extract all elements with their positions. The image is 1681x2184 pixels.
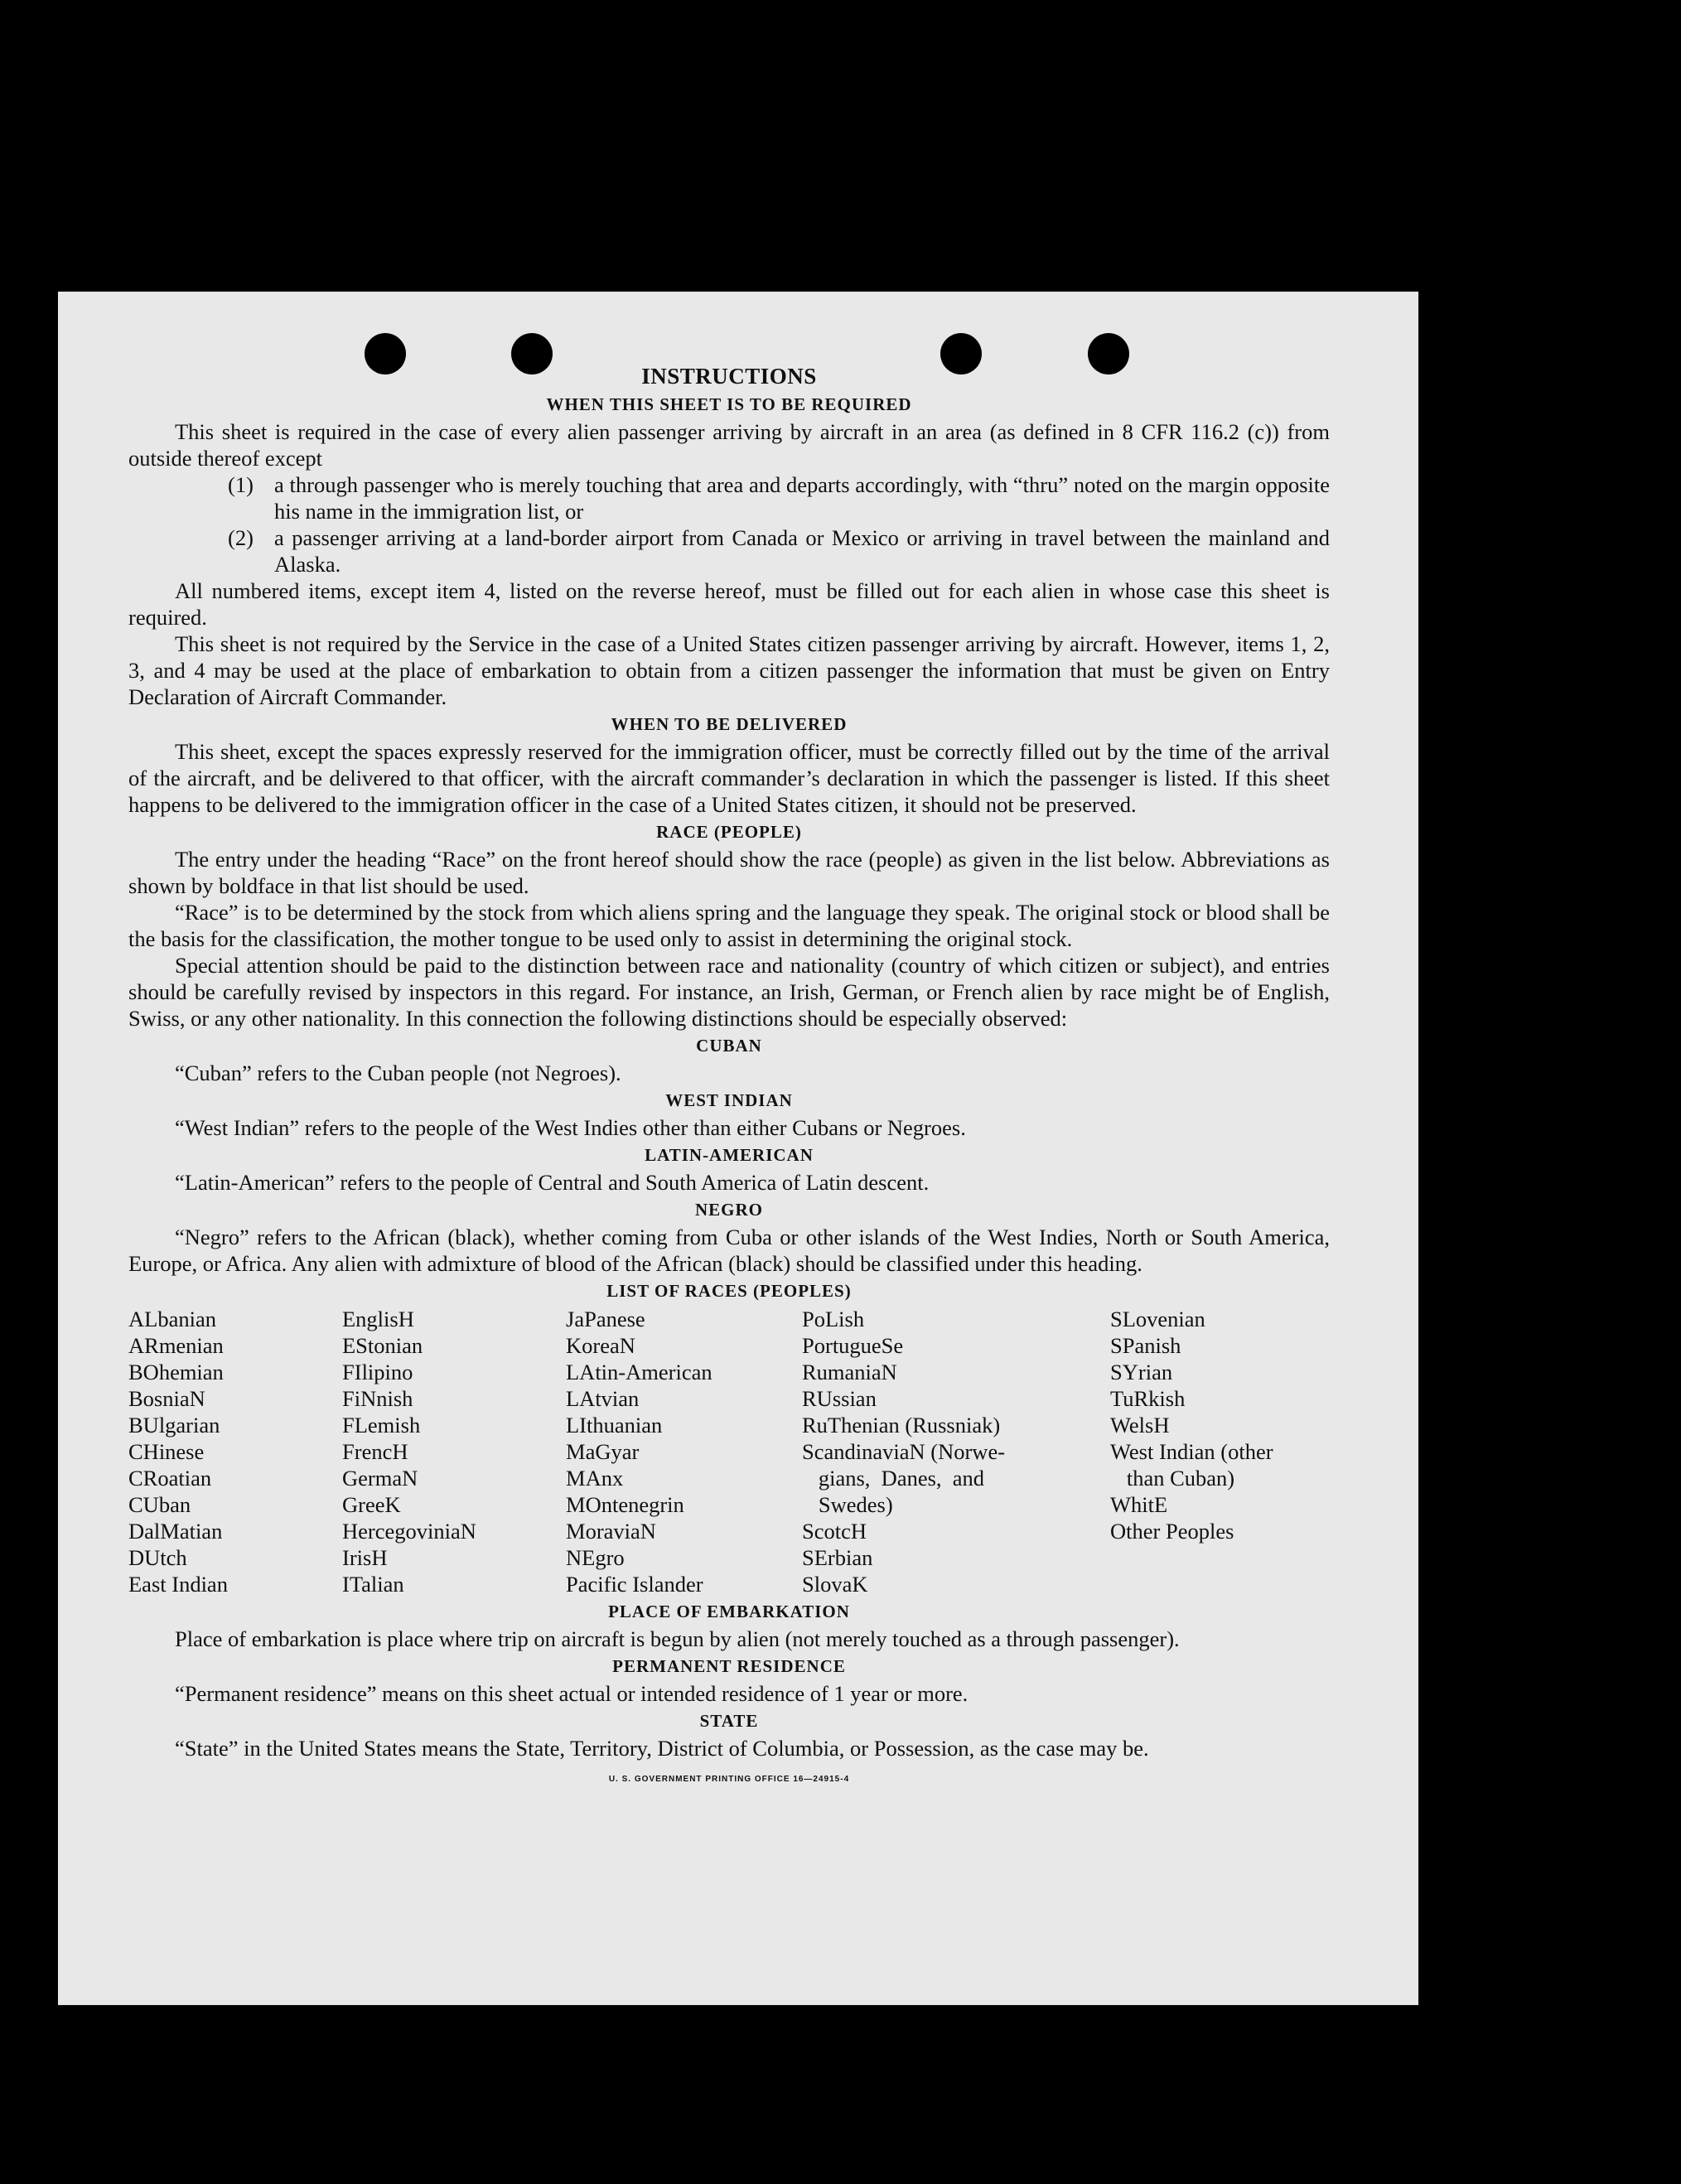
exception-item bbox=[228, 524, 1330, 577]
race-item: ALbanian bbox=[128, 1307, 216, 1331]
race-item: BUlgarian bbox=[128, 1413, 220, 1437]
race-item: SYrian bbox=[1110, 1360, 1173, 1384]
section-heading: CUBAN bbox=[696, 1036, 762, 1056]
race-item: SPanish bbox=[1110, 1333, 1181, 1358]
race-item: IrisH bbox=[342, 1545, 388, 1570]
race-item: RUssian bbox=[802, 1386, 877, 1411]
item-text: a through passenger who is merely touching that area and departs accordingly, with “thru” noted on the margin opposite his name in the immigration list, or bbox=[274, 472, 1330, 524]
paragraph: “Cuban” refers to the Cuban people (not Negroes). bbox=[175, 1061, 621, 1085]
race-item: KoreaN bbox=[566, 1333, 635, 1358]
race-item: MAnx bbox=[566, 1466, 624, 1491]
race-item: RuThenian (Russniak) bbox=[802, 1413, 1001, 1437]
race-item: JaPanese bbox=[566, 1307, 645, 1331]
race-item: LAtvian bbox=[566, 1386, 640, 1411]
race-item: HercegoviniaN bbox=[342, 1519, 476, 1544]
paragraph: “Permanent residence” means on this sheet actual or intended residence of 1 year or more. bbox=[175, 1681, 969, 1706]
race-item: ARmenian bbox=[128, 1333, 224, 1358]
race-column bbox=[1110, 1306, 1330, 1597]
section-heading: WEST INDIAN bbox=[665, 1090, 793, 1110]
printer-footer: U. S. GOVERNMENT PRINTING OFFICE 16—24915-4 bbox=[608, 1775, 850, 1784]
race-item: BOhemian bbox=[128, 1360, 224, 1384]
exception-item bbox=[228, 471, 1330, 524]
race-column bbox=[566, 1306, 802, 1597]
item-number: (2) bbox=[228, 525, 254, 550]
race-item: MOntenegrin bbox=[566, 1492, 684, 1517]
race-item: ScotcH bbox=[802, 1519, 867, 1544]
race-item: gians, Danes, and bbox=[802, 1466, 985, 1491]
race-item: West Indian (other bbox=[1110, 1439, 1273, 1464]
race-item: WelsH bbox=[1110, 1413, 1170, 1437]
section-heading: NEGRO bbox=[694, 1200, 763, 1220]
race-item: FIlipino bbox=[342, 1360, 413, 1384]
race-item: PortugueSe bbox=[802, 1333, 904, 1358]
section-heading: STATE bbox=[699, 1711, 759, 1731]
race-item: CHinese bbox=[128, 1439, 205, 1464]
race-item: EStonian bbox=[342, 1333, 423, 1358]
race-column bbox=[802, 1306, 1110, 1597]
race-item: East Indian bbox=[128, 1572, 228, 1597]
race-item: ITalian bbox=[342, 1572, 404, 1597]
race-item: Other Peoples bbox=[1110, 1519, 1234, 1544]
section-heading: WHEN TO BE DELIVERED bbox=[611, 714, 848, 734]
paragraph: All numbered items, except item 4, listed on the reverse hereof, must be filled out for each alien in whose case this sheet is required. bbox=[128, 578, 1330, 630]
race-item: NEgro bbox=[566, 1545, 625, 1570]
section-heading: PERMANENT RESIDENCE bbox=[612, 1656, 846, 1676]
race-item: LAtin-American bbox=[566, 1360, 712, 1384]
race-item: than Cuban) bbox=[1110, 1466, 1235, 1491]
section-heading: LATIN-AMERICAN bbox=[645, 1145, 814, 1165]
section-heading: WHEN THIS SHEET IS TO BE REQUIRED bbox=[546, 394, 912, 414]
race-item: GreeK bbox=[342, 1492, 401, 1517]
race-item: MoraviaN bbox=[566, 1519, 656, 1544]
paragraph: “Negro” refers to the African (black), whether coming from Cuba or other islands of the West Indies, North or South America, Europe, or Africa. Any alien with admixture of blood of the African (black) should be classified under this heading. bbox=[128, 1225, 1330, 1276]
race-item: DUtch bbox=[128, 1545, 187, 1570]
race-list bbox=[128, 1306, 1330, 1597]
race-item: Swedes) bbox=[802, 1492, 893, 1517]
paragraph: This sheet is required in the case of every alien passenger arriving by aircraft in an area (as defined in 8 CFR 116.2 (c)) from outside thereof except bbox=[128, 419, 1330, 471]
paragraph: This sheet, except the spaces expressly reserved for the immigration officer, must be correctly filled out by the time of the arrival of the aircraft, and be delivered to that officer, with the aircraft commander’s declaration in which the passenger is listed. If this sheet happens to be delivered to the immigration officer in the case of a United States citizen, it should not be preserved. bbox=[128, 739, 1330, 817]
document-sheet bbox=[58, 292, 1418, 2005]
race-item: Pacific Islander bbox=[566, 1572, 703, 1597]
paragraph: “Latin-American” refers to the people of Central and South America of Latin descent. bbox=[175, 1170, 930, 1195]
paragraph: “West Indian” refers to the people of the West Indies other than either Cubans or Negroes. bbox=[175, 1115, 966, 1140]
race-item: SErbian bbox=[802, 1545, 873, 1570]
race-item: CUban bbox=[128, 1492, 191, 1517]
item-number: (1) bbox=[228, 472, 254, 497]
race-item: SlovaK bbox=[802, 1572, 868, 1597]
paragraph: Place of embarkation is place where trip on aircraft is begun by alien (not merely touched as a through passenger). bbox=[175, 1626, 1180, 1651]
section-heading: RACE (PEOPLE) bbox=[656, 822, 802, 842]
race-item: RumaniaN bbox=[802, 1360, 897, 1384]
race-column bbox=[128, 1306, 342, 1597]
item-text: a passenger arriving at a land-border airport from Canada or Mexico or arriving in travel between the mainland and Alaska. bbox=[274, 525, 1330, 577]
paragraph: “Race” is to be determined by the stock from which aliens spring and the language they speak. The original stock or blood shall be the basis for the classification, the mother tongue to be used only to assist in determining the original stock. bbox=[128, 900, 1330, 951]
race-item: SLovenian bbox=[1110, 1307, 1205, 1331]
race-item: PoLish bbox=[802, 1307, 865, 1331]
race-item: WhitE bbox=[1110, 1492, 1168, 1517]
race-item: FLemish bbox=[342, 1413, 421, 1437]
paragraph: “State” in the United States means the State, Territory, District of Columbia, or Possession, as the case may be. bbox=[175, 1736, 1149, 1761]
race-item: CRoatian bbox=[128, 1466, 212, 1491]
race-item: LIthuanian bbox=[566, 1413, 663, 1437]
page-title: INSTRUCTIONS bbox=[641, 364, 817, 389]
paragraph: The entry under the heading “Race” on the front hereof should show the race (people) as given in the list below. Abbreviations as shown by boldface in that list should be used. bbox=[128, 847, 1330, 898]
race-item: DalMatian bbox=[128, 1519, 223, 1544]
instructions-body bbox=[128, 363, 1330, 1793]
race-column bbox=[342, 1306, 566, 1597]
section-heading: LIST OF RACES (PEOPLES) bbox=[606, 1281, 852, 1301]
race-item: ScandinaviaN (Norwe- bbox=[802, 1439, 1006, 1464]
race-item: MaGyar bbox=[566, 1439, 640, 1464]
paragraph: Special attention should be paid to the distinction between race and nationality (country of which citizen or subject), and entries should be carefully revised by inspectors in this regard. For instance, an Irish, German, or French alien by race might be of English, Swiss, or any other nationality. In this connection the following distinctions should be especially observed: bbox=[128, 953, 1330, 1031]
race-item: TuRkish bbox=[1110, 1386, 1186, 1411]
race-item: BosniaN bbox=[128, 1386, 205, 1411]
race-item: EnglisH bbox=[342, 1307, 414, 1331]
race-item: GermaN bbox=[342, 1466, 418, 1491]
race-item: FrencH bbox=[342, 1439, 408, 1464]
paragraph: This sheet is not required by the Service in the case of a United States citizen passenger arriving by aircraft. However, items 1, 2, 3, and 4 may be used at the place of embarkation to obtain from a citizen passenger the information that must be given on Entry Declaration of Aircraft Commander. bbox=[128, 631, 1330, 709]
race-item: FiNnish bbox=[342, 1386, 413, 1411]
section-heading: PLACE OF EMBARKATION bbox=[608, 1602, 850, 1621]
